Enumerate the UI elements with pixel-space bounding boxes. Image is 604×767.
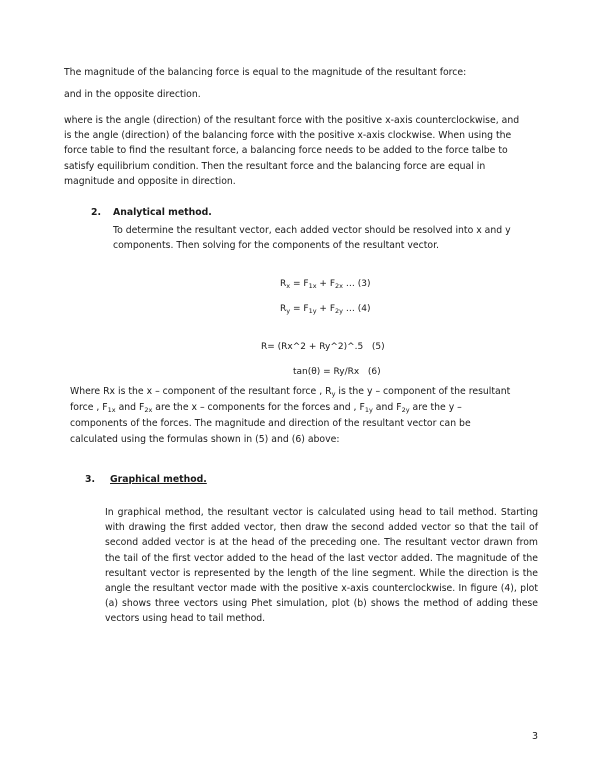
section-3-paragraph: In graphical method, the resultant vector is calculated using head to tail method. Starting with drawing the first added vector, then draw the second added vector so that the tail of second added vector is at the head of the preceding one. The resultant vector drawn from the tail of the first vector added to the head of the last vector added. The magnitude of the resultant vector is represented by the length of the line segment. While the direction is the angle the resultant vector made with the positive x-axis counterclockwise. In figure (4), plot (a) shows three vectors using Phet simulation, plot (b) shows the method of adding these vectors using head to tail method. — [105, 507, 538, 625]
equation-4: $R_y = F_{1y} + F_{2y}$ … (4) — [280, 304, 371, 315]
section-2-paragraph: To determine the resultant vector, each added vector should be resolved into x and y components. Then solving for the components of the resultant vector. — [113, 225, 511, 252]
section-3-title: Graphical method. — [110, 474, 207, 485]
components-line-3: components of the forces. The magnitude and direction of the resultant vector can be — [70, 418, 471, 429]
intro-paragraph: where is the angle (direction) of the resultant force with the positive x-axis counterclockwise, and is the angle (direction) of the balancing force with the positive x-axis clockwise. When using the force table to find the resultant force, a balancing force needs to be added to the force talbe to satisfy equilibrium condition. Then the resultant force and the balancing force are equal in magnitude and opposite in direction. — [64, 115, 520, 187]
equation-5: R= (Rx^2 + Ry^2)^.5 (5) — [261, 342, 385, 352]
section-2-number: 2. — [91, 207, 102, 218]
equation-3: $R_x = F_{1x} + F_{2x}$ … (3) — [280, 279, 371, 290]
section-2-title: Analytical method. — [113, 207, 212, 218]
intro-line-2: and in the opposite direction. — [64, 89, 201, 100]
components-line-4: calculated using the formulas shown in (5) and (6) above: — [70, 434, 340, 445]
components-line-1: Where Rx is the x – component of the resultant force , $R_y$ is the y – component of the resultant — [70, 386, 511, 398]
section-3-number: 3. — [85, 474, 96, 485]
intro-line-1: The magnitude of the balancing force is equal to the magnitude of the resultant force: — [64, 67, 467, 78]
page-number: 3 — [532, 731, 539, 742]
equation-6: tan(θ) = Ry/Rx (6) — [293, 367, 381, 377]
components-line-2: force , $F_{1x}$ and $F_{2x}$ are the x – components for the forces and , $F_{1y}$ and $F_{2y}$ are the y – — [70, 402, 462, 414]
